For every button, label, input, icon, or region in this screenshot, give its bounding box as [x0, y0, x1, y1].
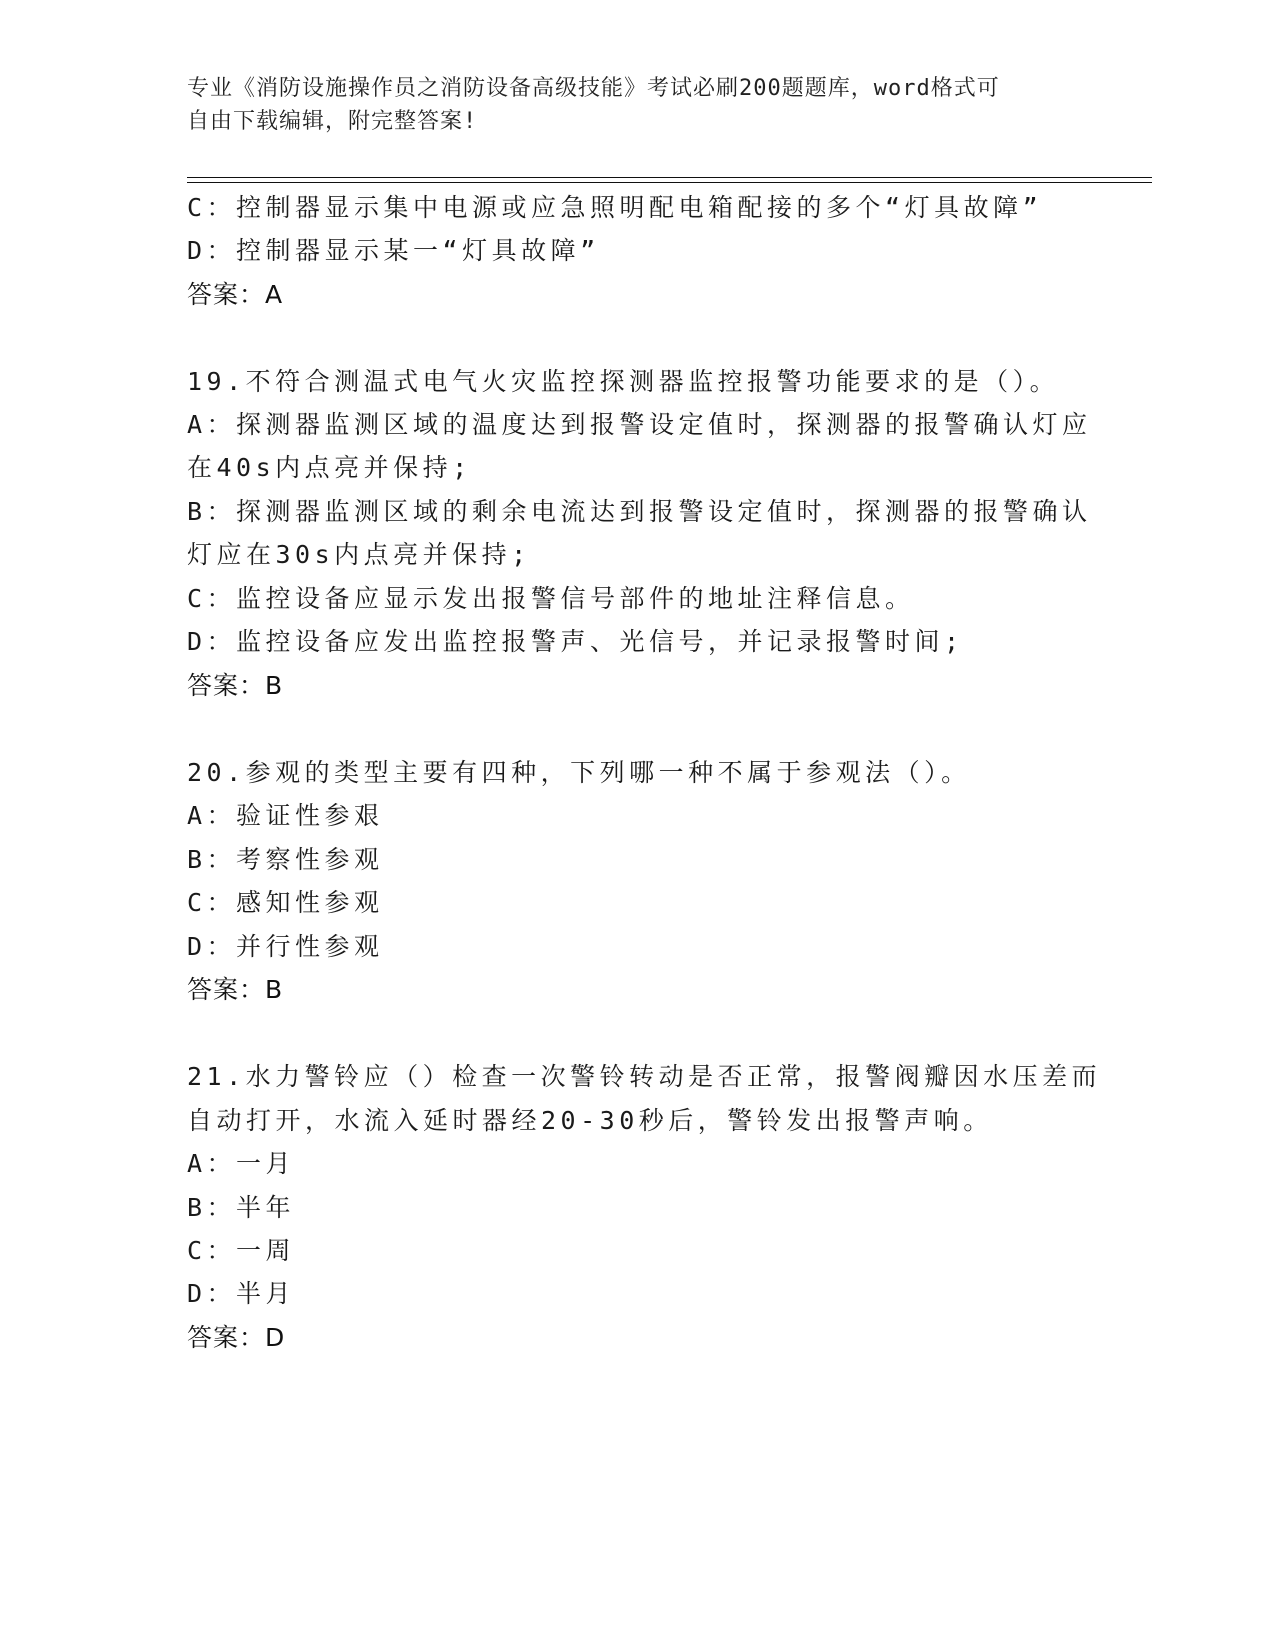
q21-option-d: D：半月 — [187, 1279, 296, 1308]
q20-question: 20.参观的类型主要有四种，下列哪一种不属于参观法（）。 — [187, 758, 971, 787]
q20-option-a: A：验证性参艰 — [187, 801, 384, 830]
q19-option-a-line-1: A：探测器监测区域的温度达到报警设定值时，探测器的报警确认灯应 — [187, 410, 1092, 439]
q20-answer: 答案：B — [187, 975, 284, 1004]
header-divider-top — [187, 177, 1152, 178]
q21-question-line-2: 自动打开，水流入延时器经20-30秒后，警铃发出报警声响。 — [187, 1106, 993, 1135]
q18-answer: 答案：A — [187, 280, 284, 309]
q21-answer: 答案：D — [187, 1323, 286, 1352]
q19-option-b-line-2: 灯应在30s内点亮并保持; — [187, 540, 531, 569]
header-title-line-2: 自由下载编辑，附完整答案! — [187, 109, 478, 134]
q19-option-b-line-1: B：探测器监测区域的剩余电流达到报警设定值时，探测器的报警确认 — [187, 497, 1092, 526]
q20-option-c: C：感知性参观 — [187, 888, 384, 917]
q19-question: 19.不符合测温式电气火灾监控探测器监控报警功能要求的是（）。 — [187, 367, 1060, 396]
q21-option-b: B：半年 — [187, 1193, 296, 1222]
q19-answer: 答案：B — [187, 671, 284, 700]
header-title-line-1: 专业《消防设施操作员之消防设备高级技能》考试必刷200题题库，word格式可 — [187, 76, 1000, 101]
q19-option-d: D：监控设备应发出监控报警声、光信号，并记录报警时间; — [187, 627, 964, 656]
q20-option-d: D：并行性参观 — [187, 932, 384, 961]
q21-option-c: C：一周 — [187, 1236, 296, 1265]
q21-question-line-1: 21.水力警铃应（）检查一次警铃转动是否正常，报警阀瓣因水压差而 — [187, 1062, 1102, 1091]
header-divider-bottom — [187, 182, 1152, 183]
q18-option-d: D：控制器显示某一“灯具故障” — [187, 236, 600, 265]
q18-option-c: C：控制器显示集中电源或应急照明配电箱配接的多个“灯具故障” — [187, 193, 1043, 222]
page-header — [187, 72, 1067, 138]
q19-option-a-line-2: 在40s内点亮并保持; — [187, 453, 472, 482]
q20-option-b: B：考察性参观 — [187, 845, 384, 874]
q19-option-c: C：监控设备应显示发出报警信号部件的地址注释信息。 — [187, 584, 915, 613]
q21-option-a: A：一月 — [187, 1149, 296, 1178]
